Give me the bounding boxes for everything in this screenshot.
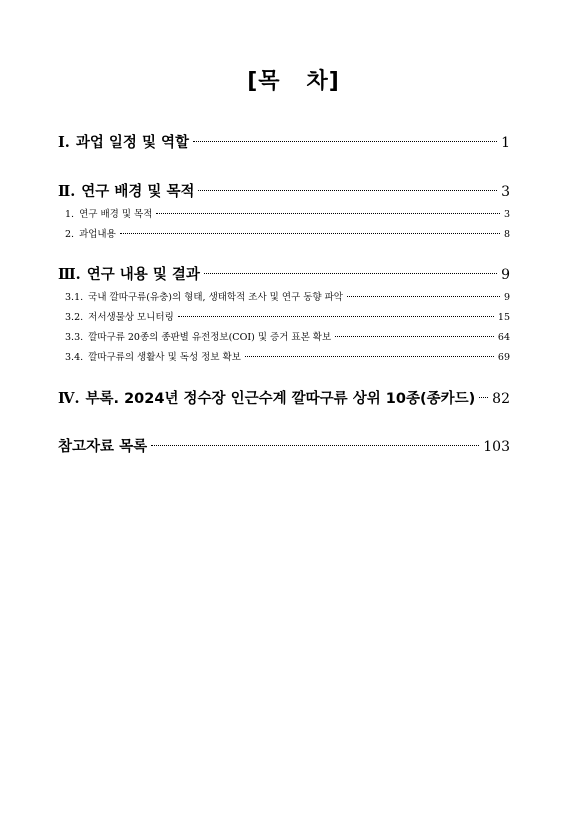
page-number: 9 (501, 267, 510, 283)
section-title: 부록. 2024년 정수장 인근수계 깔따구류 상위 10종(종카드) (85, 391, 476, 407)
page-number: 8 (503, 229, 510, 240)
toc-entry-references[interactable] (58, 435, 510, 456)
toc-entry-section-3[interactable] (58, 263, 510, 284)
subsection-number: 3.1. (65, 292, 84, 303)
dot-leader (120, 233, 500, 234)
dot-leader (193, 141, 497, 142)
subsection-title: 깔따구류 20종의 종판별 유전정보(COI) 및 증거 표본 확보 (88, 332, 332, 343)
page-number: 9 (503, 292, 510, 303)
dot-leader (245, 356, 494, 357)
section-number: Ⅳ. (58, 390, 80, 407)
dot-leader (156, 213, 500, 214)
toc-entry-section-1[interactable] (58, 131, 510, 152)
dot-leader (151, 445, 479, 446)
dot-leader (204, 273, 497, 274)
section-title: 참고자료 목록 (58, 439, 148, 455)
dot-leader (479, 397, 488, 398)
toc-entry-subsection-3-1[interactable] (65, 289, 510, 303)
subsection-number: 3.4. (65, 352, 84, 363)
page-number: 3 (501, 184, 510, 200)
page-number: 3 (503, 209, 510, 220)
dot-leader (198, 190, 497, 191)
page-number: 69 (497, 352, 510, 363)
toc-entry-subsection-2-2[interactable] (65, 226, 510, 240)
section-title: 과업 일정 및 역할 (75, 135, 190, 151)
section-title: 연구 내용 및 결과 (86, 267, 200, 283)
dot-leader (178, 316, 494, 317)
subsection-number: 3.3. (65, 332, 84, 343)
subsection-title: 깔따구류의 생활사 및 독성 정보 확보 (88, 352, 241, 363)
toc-entry-section-4[interactable] (58, 387, 510, 408)
toc-entry-subsection-3-3[interactable] (65, 329, 510, 343)
section-number: Ⅱ. (58, 183, 76, 200)
section-number: Ⅰ. (58, 134, 70, 151)
subsection-title: 연구 배경 및 목적 (79, 209, 153, 220)
subsection-title: 국내 깔따구류(유충)의 형태, 생태학적 조사 및 연구 동향 파악 (88, 292, 343, 303)
subsection-title: 과업내용 (79, 229, 116, 240)
dot-leader (347, 296, 500, 297)
page-number: 15 (497, 312, 510, 323)
dot-leader (335, 336, 494, 337)
section-number: Ⅲ. (58, 266, 81, 283)
subsection-number: 2. (65, 229, 75, 240)
subsection-number: 1. (65, 209, 75, 220)
subsection-title: 저서생물상 모니터링 (88, 312, 174, 323)
page-number: 1 (501, 135, 510, 151)
subsection-number: 3.2. (65, 312, 84, 323)
toc-entry-section-2[interactable] (58, 180, 510, 201)
page-number: 64 (497, 332, 510, 343)
toc-entry-subsection-3-4[interactable] (65, 349, 510, 363)
page-title: [목 차] (247, 69, 340, 94)
page-number: 103 (483, 439, 510, 455)
section-title: 연구 배경 및 목적 (81, 184, 195, 200)
page-number: 82 (492, 391, 510, 407)
toc-entry-subsection-2-1[interactable] (65, 206, 510, 220)
toc-entry-subsection-3-2[interactable] (65, 309, 510, 323)
